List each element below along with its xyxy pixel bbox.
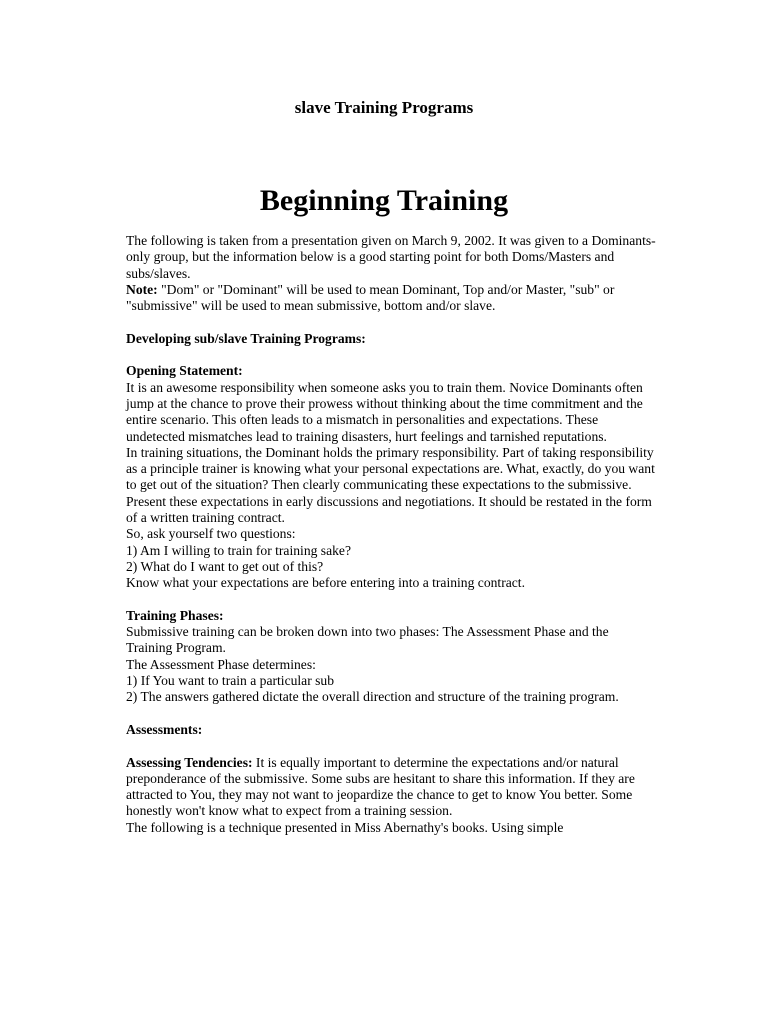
phases-paragraph-2: The Assessment Phase determines:	[126, 656, 316, 672]
note-text: "Dom" or "Dominant" will be used to mean Dominant, Top and/or Master, "sub" or "submissive" will be used to mean submissive, bottom and/or slave.	[126, 281, 615, 314]
assessments-heading: Assessments:	[126, 721, 203, 737]
opening-paragraph-4: So, ask yourself two questions:	[126, 526, 296, 542]
final-paragraph: The following is a technique presented in Miss Abernathy's books. Using simple	[126, 819, 564, 835]
section-heading: Developing sub/slave Training Programs:	[126, 330, 366, 346]
note-paragraph	[126, 282, 656, 315]
phases-item-2: 2) The answers gathered dictate the overall direction and structure of the training program.	[126, 689, 619, 705]
tendencies-text: It is equally important to determine the expectations and/or natural preponderance of the submissive. Some subs are hesitant to share this information. If they are attracted to You, they may not want to jeopardize the chance to get to know You better. Some honestly won't know what to expect from a training session.	[126, 754, 635, 819]
opening-paragraph-2: In training situations, the Dominant holds the primary responsibility. Part of taking responsibility as a principle trainer is knowing what your personal expectations are. What, exactly, do you want to get out of the situation? Then clearly communicating these expectations to the submissive.	[126, 444, 655, 493]
tendencies-label: Assessing Tendencies:	[126, 754, 253, 770]
opening-paragraph-1: It is an awesome responsibility when someone asks you to train them. Novice Dominants often jump at the chance to prove their prowess without thinking about the time commitment and the entire scenario. This often leads to a mismatch in personalities and expectations. These undetected mismatches lead to training disasters, hurt feelings and tarnished reputations.	[126, 379, 643, 444]
question-2: 2) What do I want to get out of this?	[126, 558, 324, 574]
document-body	[126, 233, 656, 836]
question-1: 1) Am I willing to train for training sake?	[126, 542, 352, 558]
tendencies-paragraph	[126, 755, 656, 820]
intro-paragraph: The following is taken from a presentation given on March 9, 2002. It was given to a Dominants-only group, but the information below is a good starting point for both Doms/Masters and subs/slaves.	[126, 233, 656, 281]
phases-paragraph-1: Submissive training can be broken down into two phases: The Assessment Phase and the Training Program.	[126, 624, 609, 656]
phases-heading: Training Phases:	[126, 607, 224, 623]
opening-paragraph-5: Know what your expectations are before entering into a training contract.	[126, 575, 525, 591]
opening-heading: Opening Statement:	[126, 363, 243, 379]
opening-paragraph-3: Present these expectations in early discussions and negotiations. It should be restated in the form of a written training contract.	[126, 493, 652, 526]
main-heading: Beginning Training	[259, 184, 509, 217]
document-title: slave Training Programs	[294, 98, 474, 117]
phases-item-1: 1) If You want to train a particular sub	[126, 673, 335, 689]
note-label: Note:	[126, 281, 158, 297]
